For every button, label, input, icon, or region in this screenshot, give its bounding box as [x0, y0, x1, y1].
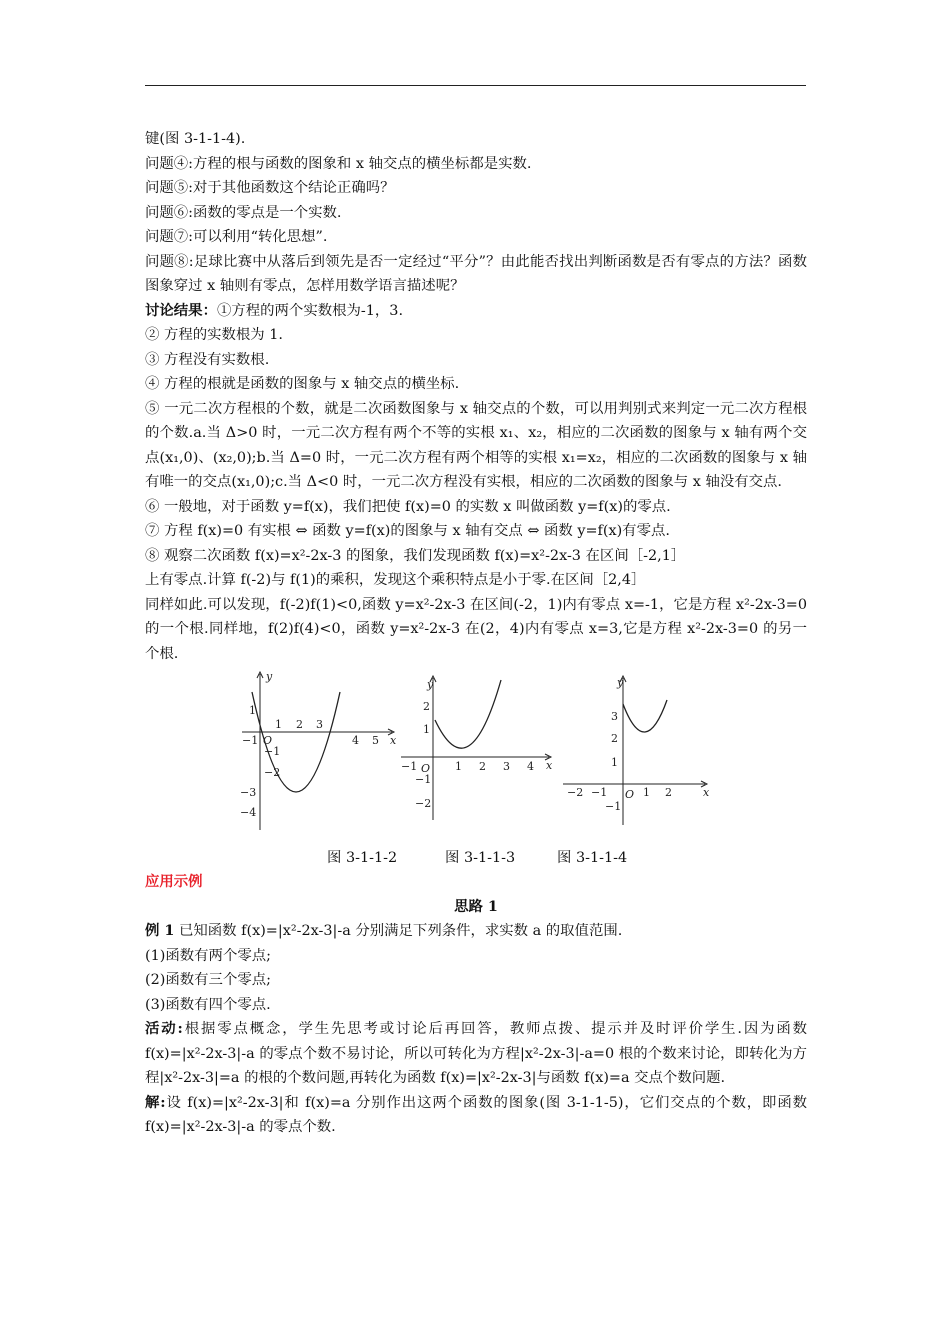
- discussion-item: ③ 方程没有实数根.: [145, 351, 270, 368]
- example-condition: (2)函数有三个零点;: [145, 972, 271, 988]
- discussion-item: ⑤ 一元二次方程根的个数，就是二次函数图象与 x 轴交点的个数，可以用判别式来判定一元二次方程根的个数.a.当 Δ>0 时，一元二次方程有两个不等的实根 x₁、x₂，相应的二次函数的图象与 x 轴有两个交点(x₁,0)、(x₂,0);b.当 Δ=0 时，一元二次方程有两个相等的实根 x₁=x₂，相应的二次函数的图象与 x 轴有唯一的交点(x₁,0);c.当 Δ<0 时，一元二次方程没有实根，相应的二次函数的图象与 x 轴没有交点.: [145, 400, 807, 490]
- x-tick: 1: [275, 718, 282, 731]
- x-axis-label: x: [546, 759, 553, 772]
- figure-caption: 图 3-1-1-4: [557, 850, 628, 866]
- paragraph: 问题④:方程的根与函数的图象和 x 轴交点的横坐标都是实数.: [145, 155, 532, 172]
- header-rule: [145, 85, 806, 86]
- paragraph: 问题⑧:足球比赛中从落后到领先是否一定经过“平分”？由此能否找出判断函数是否有零点的方法？函数图象穿过 x 轴则有零点，怎样用数学语言描述呢？: [145, 253, 807, 294]
- x-tick: 4: [527, 760, 534, 773]
- discussion-item: ② 方程的实数根为 1.: [145, 327, 284, 343]
- discussion-first: ①方程的两个实数根为-1，3.: [216, 302, 404, 319]
- discussion-item: ④ 方程的根就是函数的图象与 x 轴交点的横坐标.: [145, 376, 460, 392]
- x-tick: 3: [316, 718, 323, 731]
- y-tick: 1: [611, 756, 618, 769]
- y-tick: −4: [240, 806, 257, 819]
- x-axis-label: x: [390, 734, 397, 747]
- x-tick: 1: [455, 760, 462, 773]
- figure-caption: 图 3-1-1-2: [327, 850, 398, 866]
- figure-caption: 图 3-1-1-3: [445, 850, 516, 866]
- y-tick: −1: [605, 800, 622, 813]
- section-title: 应用示例: [145, 873, 203, 890]
- example-statement: [145, 919, 807, 944]
- origin-label: O: [421, 762, 431, 775]
- activity-paragraph: [145, 1017, 807, 1091]
- activity-label: 活动:: [145, 1020, 183, 1037]
- x-tick: 2: [296, 718, 303, 731]
- paragraph: 问题⑥:函数的零点是一个实数.: [145, 204, 342, 221]
- x-tick: 1: [643, 786, 650, 799]
- y-tick: −2: [415, 797, 432, 810]
- y-tick: 2: [423, 700, 430, 713]
- y-axis-label: y: [617, 676, 624, 689]
- x-tick: −2: [567, 786, 584, 799]
- subsection-title: 思路 1: [454, 897, 498, 915]
- y-tick: 2: [611, 732, 618, 745]
- x-tick: −1: [242, 734, 259, 747]
- solution-text: 设 f(x)=|x²-2x-3|和 f(x)=a 分别作出这两个函数的图象(图 3-1-1-5)，它们交点的个数，即函数 f(x)=|x²-2x-3|-a 的零点个数.: [145, 1094, 807, 1135]
- figure-3-1-1-4: [559, 670, 714, 844]
- x-tick: 4: [352, 734, 359, 747]
- x-tick: 2: [479, 760, 486, 773]
- x-tick: 2: [665, 786, 672, 799]
- x-tick: 5: [372, 734, 379, 747]
- y-axis-label: y: [427, 678, 434, 691]
- y-axis-label: y: [266, 670, 273, 683]
- paragraph: 问题⑤:对于其他函数这个结论正确吗？: [145, 180, 395, 196]
- y-tick: 1: [249, 704, 256, 717]
- paragraph: 问题⑦:可以利用“转化思想”.: [145, 229, 328, 245]
- discussion-result: [145, 299, 807, 324]
- origin-label: O: [263, 734, 273, 747]
- document-body: [145, 127, 807, 1140]
- example-condition: (3)函数有四个零点.: [145, 996, 271, 1013]
- y-tick: −1: [415, 773, 432, 786]
- figure-captions: [145, 846, 807, 870]
- x-axis-label: x: [703, 786, 710, 799]
- x-tick: −1: [591, 786, 608, 799]
- y-tick: −2: [264, 766, 281, 779]
- y-tick: 3: [611, 710, 618, 723]
- solution-paragraph: [145, 1091, 807, 1140]
- y-tick: 1: [423, 723, 430, 736]
- example-label: 例 1: [145, 922, 175, 939]
- example-condition: (1)函数有两个零点;: [145, 947, 271, 964]
- figure-3-1-1-3: [397, 670, 557, 844]
- discussion-item: 同样如此.可以发现，f(-2)f(1)<0,函数 y=x²-2x-3 在区间(-2，1)内有零点 x=-1，它是方程 x²-2x-3=0 的一个根.同样地，f(2)f(4)<0，函数 y=x²-2x-3 在(2，4)内有零点 x=3,它是方程 x²-2x-3=0 的另一个根.: [145, 596, 807, 662]
- example-text: 已知函数 f(x)=|x²-2x-3|-a 分别满足下列条件，求实数 a 的取值范围.: [179, 923, 623, 939]
- solution-label: 解:: [145, 1093, 166, 1111]
- discussion-item: 上有零点.计算 f(-2)与 f(1)的乘积，发现这个乘积特点是小于零.在区间［2,4］: [145, 572, 646, 588]
- y-tick: −1: [264, 745, 281, 758]
- x-tick: −1: [401, 760, 418, 773]
- figure-3-1-1-2: [240, 670, 405, 844]
- activity-text: 根据零点概念，学生先思考或讨论后再回答，教师点拨、提示并及时评价学生.因为函数 f(x)=|x²-2x-3|-a 的零点个数不易讨论，所以可转化为方程|x²-2x-3|-a=0 根的个数来讨论，即转化为方程|x²-2x-3|=a 的根的个数问题,再转化为函数 f(x)=|x²-2x-3|与函数 f(x)=a 交点个数问题.: [145, 1021, 808, 1086]
- paragraph: 键(图 3-1-1-4).: [145, 131, 246, 147]
- origin-label: O: [625, 788, 635, 801]
- discussion-item: ⑦ 方程 f(x)=0 有实根 ⇔ 函数 y=f(x)的图象与 x 轴有交点 ⇔ 函数 y=f(x)有零点.: [145, 523, 670, 539]
- figure-row: [145, 670, 807, 846]
- discussion-label: 讨论结果：: [145, 301, 217, 319]
- y-tick: −3: [240, 786, 257, 799]
- x-tick: 3: [503, 760, 510, 773]
- discussion-item: ⑥ 一般地，对于函数 y=f(x)，我们把使 f(x)=0 的实数 x 叫做函数 y=f(x)的零点.: [145, 498, 671, 515]
- discussion-item: ⑧ 观察二次函数 f(x)=x²-2x-3 的图象，我们发现函数 f(x)=x²-2x-3 在区间［-2,1］: [145, 547, 686, 564]
